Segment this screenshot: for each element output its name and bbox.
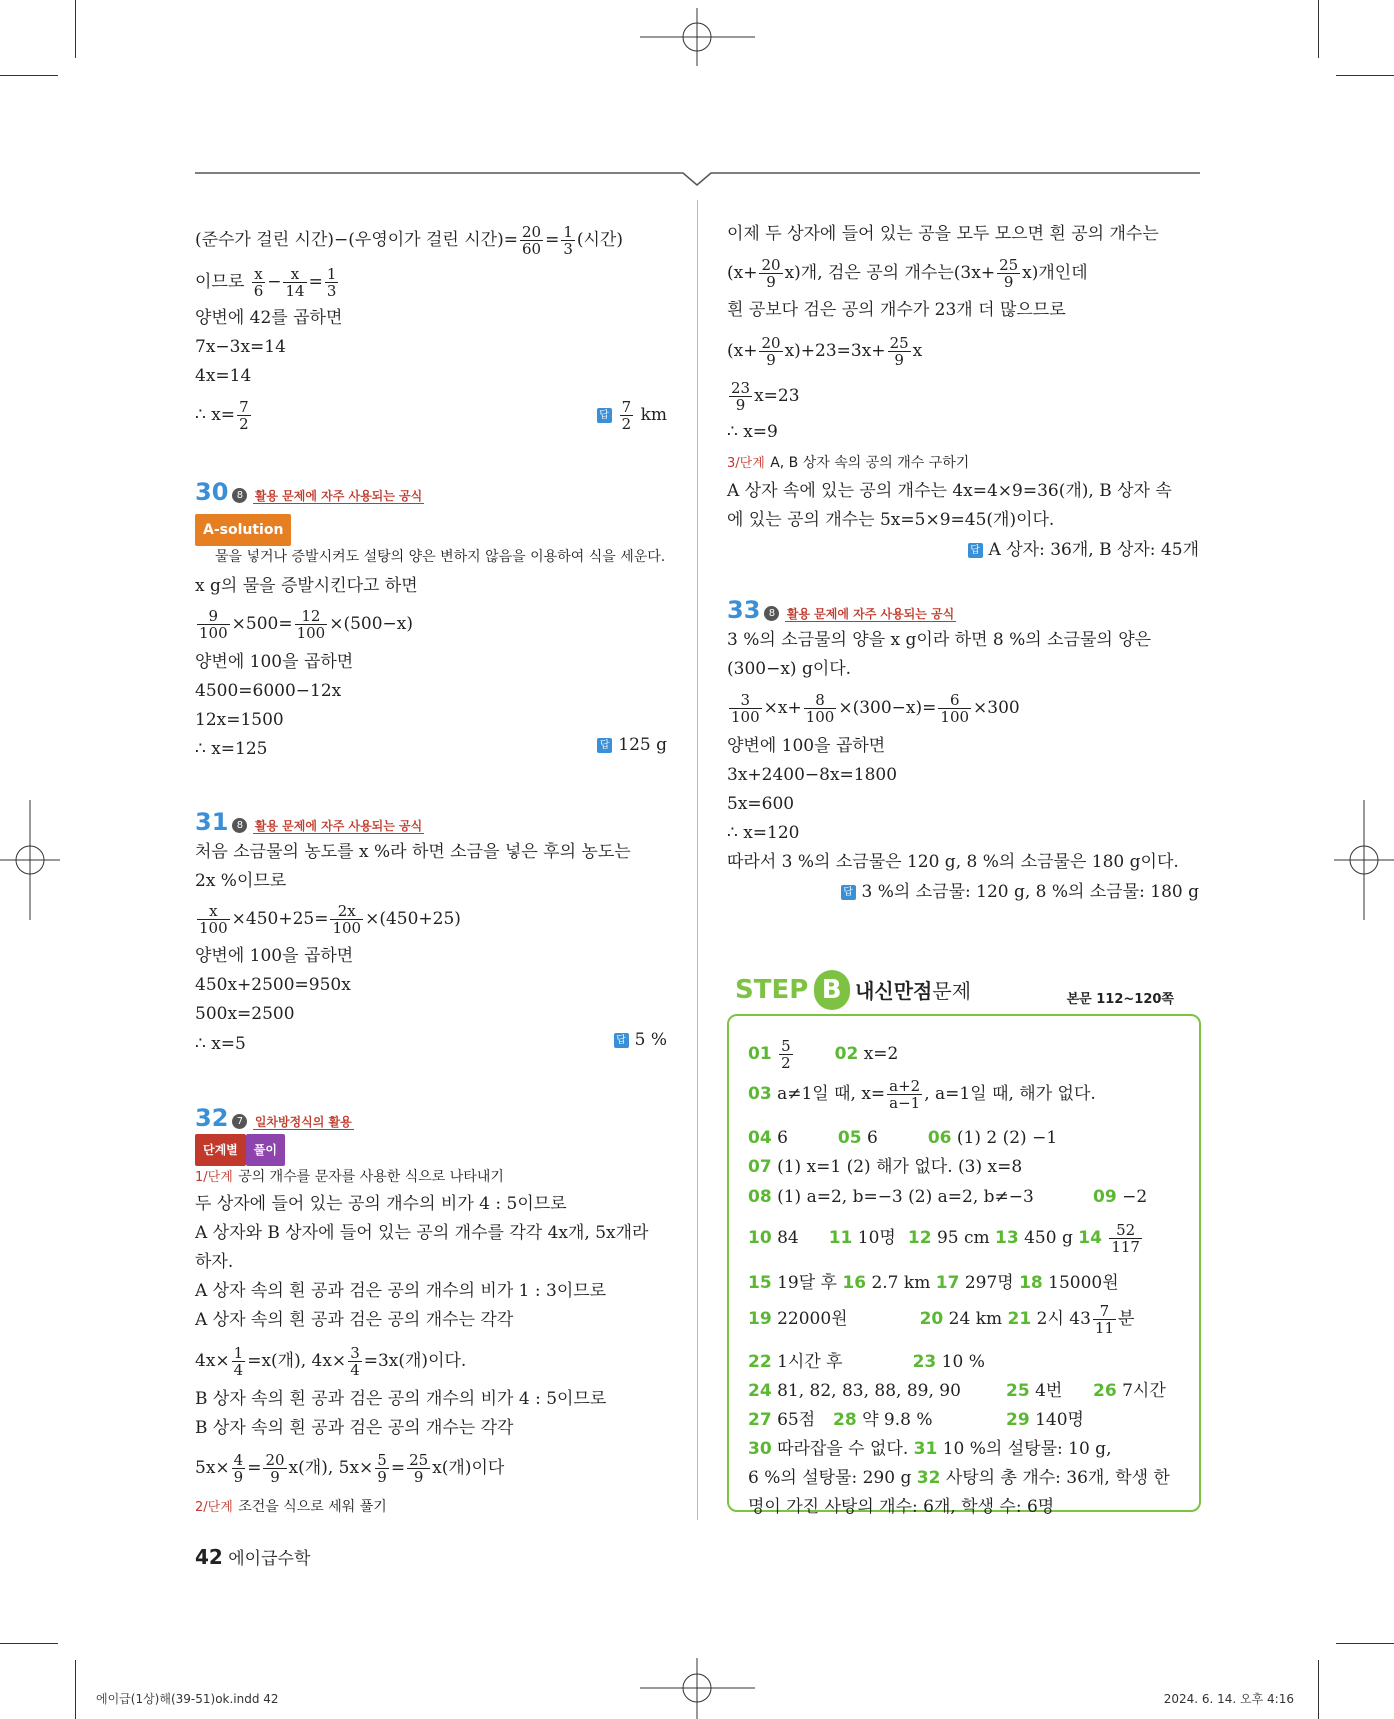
text-line: 450x+2500=950x xyxy=(195,975,351,995)
page-reference: 본문 112~120쪽 xyxy=(1066,992,1174,1007)
text-line: $\frac{9}{100}$ ×500= $\frac{12}{100}$ ×(500−x) xyxy=(199,607,414,642)
tag-icon: 7 xyxy=(232,1114,247,1129)
column-divider xyxy=(697,200,698,1520)
text-line: $\frac{3}{100}$ ×x+ $\frac{8}{100}$ ×(300−x)= $\frac{6}{100}$ ×300 xyxy=(731,691,1020,726)
text-line: x g의 물을 증발시킨다고 하면 xyxy=(195,576,418,596)
text-line: 에 있는 공의 개수는 5x=5×9=45(개)이다. xyxy=(727,510,1055,530)
text-line: 두 상자에 들어 있는 공의 개수의 비가 4 : 5이므로 xyxy=(195,1194,567,1214)
solution-note: 물을 넣거나 증발시켜도 설탕의 양은 변하지 않음을 이용하여 식을 세운다. xyxy=(215,549,666,565)
text-line: 양변에 100을 곱하면 xyxy=(195,652,354,672)
registration-mark-left xyxy=(0,800,60,920)
text-line: 4500=6000−12x xyxy=(195,681,342,701)
text-line: 5x=600 xyxy=(727,794,795,814)
answer: 답 $\frac{7}{2}$ km xyxy=(597,399,667,432)
crop-mark xyxy=(1318,1660,1319,1719)
question-header: 32 7 일차방정식의 활용 xyxy=(195,1104,352,1132)
text-line: 7x−3x=14 xyxy=(195,337,286,357)
step-heading: STEP B 내신만점문제 xyxy=(727,970,1199,1010)
print-timestamp: 2024. 6. 14. 오후 4:16 xyxy=(1163,1692,1294,1706)
answer-row: 30 따라잡을 수 없다. 31 10 %의 설탕물: 10 g, xyxy=(748,1439,1112,1459)
answer-row: 26 7시간 xyxy=(1093,1381,1166,1401)
question-header: 31 8 활용 문제에 자주 사용되는 공식 xyxy=(195,808,423,836)
text-line: 5x× $\frac{4}{9}$ = $\frac{20}{9}$ x(개), 5x× $\frac{5}{9}$ = $\frac{25}{9}$ x(개)이다 xyxy=(195,1451,505,1486)
answer-icon: 답 xyxy=(614,1033,629,1048)
text-line: 3x+2400−8x=1800 xyxy=(727,765,898,785)
crop-mark xyxy=(75,0,76,58)
text-line: B 상자 속의 흰 공과 검은 공의 개수의 비가 4 : 5이므로 xyxy=(195,1389,607,1409)
text-line: 흰 공보다 검은 공의 개수가 23개 더 많으므로 xyxy=(727,300,1066,320)
text-line: 3 %의 소금물의 양을 x g이라 하면 8 %의 소금물의 양은 xyxy=(727,630,1152,650)
answer-icon: 답 xyxy=(597,738,612,753)
answer-row: 08 (1) a=2, b=−3 (2) a=2, b≠−3 xyxy=(748,1187,1034,1207)
text-line: (x+ $\frac{20}{9}$ x)개, 검은 공의 개수는(3x+ $\frac{25}{9}$ x)개인데 xyxy=(727,256,1088,291)
text-line: 하자. xyxy=(195,1252,234,1272)
question-header: 30 8 활용 문제에 자주 사용되는 공식 xyxy=(195,478,423,506)
tag-icon: 8 xyxy=(232,818,247,833)
text-line: ∴ x=125 xyxy=(195,739,268,759)
tag-icon: 8 xyxy=(232,488,247,503)
answer-row: 6 %의 설탕물: 290 g 32 사탕의 총 개수: 36개, 학생 한 xyxy=(748,1468,1170,1488)
answer-row: 01 $\frac{5}{2}$ 02 x=2 xyxy=(748,1037,899,1072)
text-line: $\frac{23}{9}$ x=23 xyxy=(731,379,800,414)
answer-row: 15 19달 후 16 2.7 km 17 297명 18 15000원 xyxy=(748,1273,1119,1293)
text-line: 12x=1500 xyxy=(195,710,284,730)
question-header: 33 8 활용 문제에 자주 사용되는 공식 xyxy=(727,596,955,624)
answer-row: 04 6 05 6 06 (1) 2 (2) −1 xyxy=(748,1128,1058,1148)
file-name: 에이급(1상)해(39-51)ok.indd 42 xyxy=(96,1692,279,1706)
text-line: 4x=14 xyxy=(195,366,252,386)
text-line: 처음 소금물의 농도를 x %라 하면 소금을 넣은 후의 농도는 xyxy=(195,842,631,862)
solution-badge: A-solution xyxy=(195,514,667,546)
header-rule xyxy=(195,168,1200,188)
text-line: 양변에 100을 곱하면 xyxy=(195,946,354,966)
registration-mark-bottom xyxy=(640,1658,755,1719)
text-line: A 상자 속의 흰 공과 검은 공의 개수는 각각 xyxy=(195,1310,514,1330)
answer-icon: 답 xyxy=(968,543,983,558)
answer-row: 07 (1) x=1 (2) 해가 없다. (3) x=8 xyxy=(748,1157,1023,1177)
registration-mark-right xyxy=(1334,800,1394,920)
text-line: (준수가 걸린 시간)−(우영이가 걸린 시간)= $\frac{20}{60}$ = $\frac{1}{3}$ (시간) xyxy=(195,223,623,258)
answer-row: 19 22000원 20 24 km 21 2시 43 $\frac{7}{11}$ 분 xyxy=(748,1302,1135,1337)
answer-row: 22 1시간 후 23 10 % xyxy=(748,1352,985,1372)
answer-row: 명이 가진 사탕의 개수: 6개, 학생 수: 6명 xyxy=(748,1497,1055,1517)
answer: 답 125 g xyxy=(597,735,667,755)
crop-mark xyxy=(0,1643,58,1644)
answer-row: 25 4번 xyxy=(1006,1381,1063,1401)
answer-row: 27 65점 xyxy=(748,1410,816,1430)
answer-row: 03 a≠1일 때, x= $\frac{a+2}{a-1}$ , a=1일 때, 해가 없다. xyxy=(748,1077,1096,1112)
crop-mark xyxy=(1336,75,1394,76)
text-line: B 상자 속의 흰 공과 검은 공의 개수는 각각 xyxy=(195,1418,514,1438)
answer: 답 3 %의 소금물: 120 g, 8 %의 소금물: 180 g xyxy=(841,877,1199,902)
answer-row: 28 약 9.8 % xyxy=(833,1410,933,1430)
text-line: ∴ x=120 xyxy=(727,823,800,843)
crop-mark xyxy=(1318,0,1319,58)
text-line: A 상자 속에 있는 공의 개수는 4x=4×9=36(개), B 상자 속 xyxy=(727,481,1172,501)
step-badge: 단계별 풀이 xyxy=(195,1134,667,1166)
page-footer: 42 에이급수학 xyxy=(195,1545,311,1569)
crop-mark xyxy=(0,75,58,76)
text-line: ∴ x=9 xyxy=(727,422,778,442)
tag-icon: 8 xyxy=(764,606,779,621)
text-line: ∴ x= $\frac{7}{2}$ xyxy=(195,398,249,433)
step-3: 3/단계 A, B 상자 속의 공의 개수 구하기 xyxy=(727,455,970,471)
answer-row: 10 84 11 10명 12 95 cm 13 450 g 14 $\frac{52}{117}$ xyxy=(748,1221,1140,1256)
answer-row: 09 −2 xyxy=(1093,1187,1148,1207)
text-line: 이제 두 상자에 들어 있는 공을 모두 모으면 흰 공의 개수는 xyxy=(727,224,1159,244)
answer-icon: 답 xyxy=(597,408,612,423)
text-line: 양변에 42를 곱하면 xyxy=(195,308,343,328)
crop-mark xyxy=(75,1660,76,1719)
text-line: A 상자 속의 흰 공과 검은 공의 개수의 비가 1 : 3이므로 xyxy=(195,1281,607,1301)
text-line: 이므로 $\frac{x}{6}$ − $\frac{x}{14}$ = $\frac{1}{3}$ xyxy=(195,265,337,300)
text-line: 500x=2500 xyxy=(195,1004,295,1024)
step-1: 1/단계 공의 개수를 문자를 사용한 식으로 나타내기 xyxy=(195,1169,504,1185)
text-line: 4x× $\frac{1}{4}$ =x(개), 4x× $\frac{3}{4}$ =3x(개)이다. xyxy=(195,1344,467,1379)
answer-row: 29 140명 xyxy=(1006,1410,1084,1430)
text-line: $\frac{x}{100}$ ×450+25= $\frac{2x}{100}$ ×(450+25) xyxy=(199,902,461,937)
answer: 답 A 상자: 36개, B 상자: 45개 xyxy=(968,535,1199,560)
text-line: ∴ x=5 xyxy=(195,1034,246,1054)
text-line: A 상자와 B 상자에 들어 있는 공의 개수를 각각 4x개, 5x개라 xyxy=(195,1223,649,1243)
step-2: 2/단계 조건을 식으로 세워 풀기 xyxy=(195,1499,387,1515)
registration-mark-top xyxy=(640,8,755,68)
crop-mark xyxy=(1336,1643,1394,1644)
answer: 답 5 % xyxy=(614,1030,667,1050)
text-line: 따라서 3 %의 소금물은 120 g, 8 %의 소금물은 180 g이다. xyxy=(727,852,1179,872)
text-line: 2x %이므로 xyxy=(195,871,287,891)
answer-row: 24 81, 82, 83, 88, 89, 90 xyxy=(748,1381,961,1401)
answer-icon: 답 xyxy=(841,885,856,900)
text-line: (300−x) g이다. xyxy=(727,659,852,679)
text-line: 양변에 100을 곱하면 xyxy=(727,736,886,756)
text-line: (x+ $\frac{20}{9}$ x)+23=3x+ $\frac{25}{9}$ x xyxy=(727,334,923,369)
